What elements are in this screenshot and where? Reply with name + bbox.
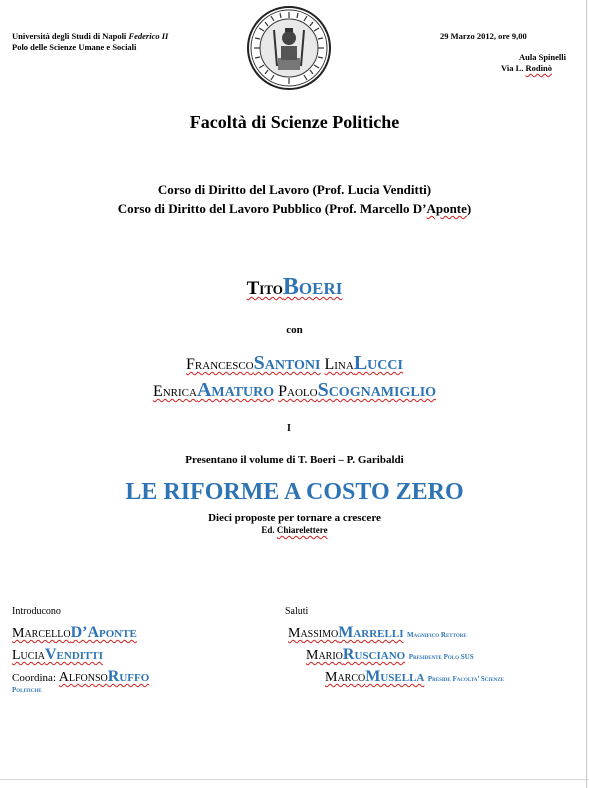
saluti-heading: Saluti (285, 606, 309, 617)
polo-name: Polo delle Scienze Umane e Sociali (12, 42, 137, 52)
saluti-person-1: MassimoMarrelli Magnifico Rettore (288, 624, 467, 641)
header-left (12, 31, 168, 53)
book-subtitle: Dieci proposte per tornare a crescere (208, 512, 381, 524)
university-seal-logo (247, 6, 331, 90)
university-name: Università degli Studi di Napoli Federico II (12, 31, 169, 41)
coordinator-line: Coordina: AlfonsoRuffo (12, 668, 150, 685)
text-cursor-mark: I (287, 423, 291, 434)
spellcheck-word: Aponte (426, 201, 467, 216)
courses (0, 180, 589, 218)
header-right (440, 31, 566, 74)
publisher-line: Ed. Chiarelettere (261, 525, 328, 535)
page-bottom-edge (0, 779, 589, 780)
guests-line-2: EnricaAmaturo PaoloScognamiglio (152, 379, 437, 401)
event-address: Via L. Rodinò (501, 63, 552, 73)
saluti-person-3: MarcoMusella Preside Facolta’ Scienze (325, 668, 504, 685)
event-date: 29 Marzo 2012, ore 9,00 (440, 31, 527, 41)
con-label: con (286, 324, 303, 336)
course-line: Corso di Diritto del Lavoro Pubblico (Prof. Marcello D’Aponte) (117, 201, 472, 216)
presents-line: Presentano il volume di T. Boeri – P. Garibaldi (185, 454, 404, 466)
book-title: LE RIFORME A COSTO ZERO (125, 479, 464, 505)
faculty-title: Facoltà di Scienze Politiche (189, 112, 400, 132)
coordinator-role: Politiche (12, 686, 42, 694)
introduce-heading: Introducono (12, 606, 61, 617)
guests-line-1: FrancescoSantoni LinaLucci (186, 352, 403, 374)
saluti-person-2: MarioRusciano Presidente Polo SUS (306, 646, 474, 663)
main-speaker: TitoBoeri (246, 274, 343, 300)
introduce-person-2: LuciaVenditti (12, 646, 104, 663)
introduce-person-1: MarcelloD’Aponte (12, 624, 137, 641)
course-line: Corso di Diritto del Lavoro (Prof. Lucia Venditti) (157, 182, 432, 197)
event-room: Aula Spinelli (518, 52, 566, 62)
